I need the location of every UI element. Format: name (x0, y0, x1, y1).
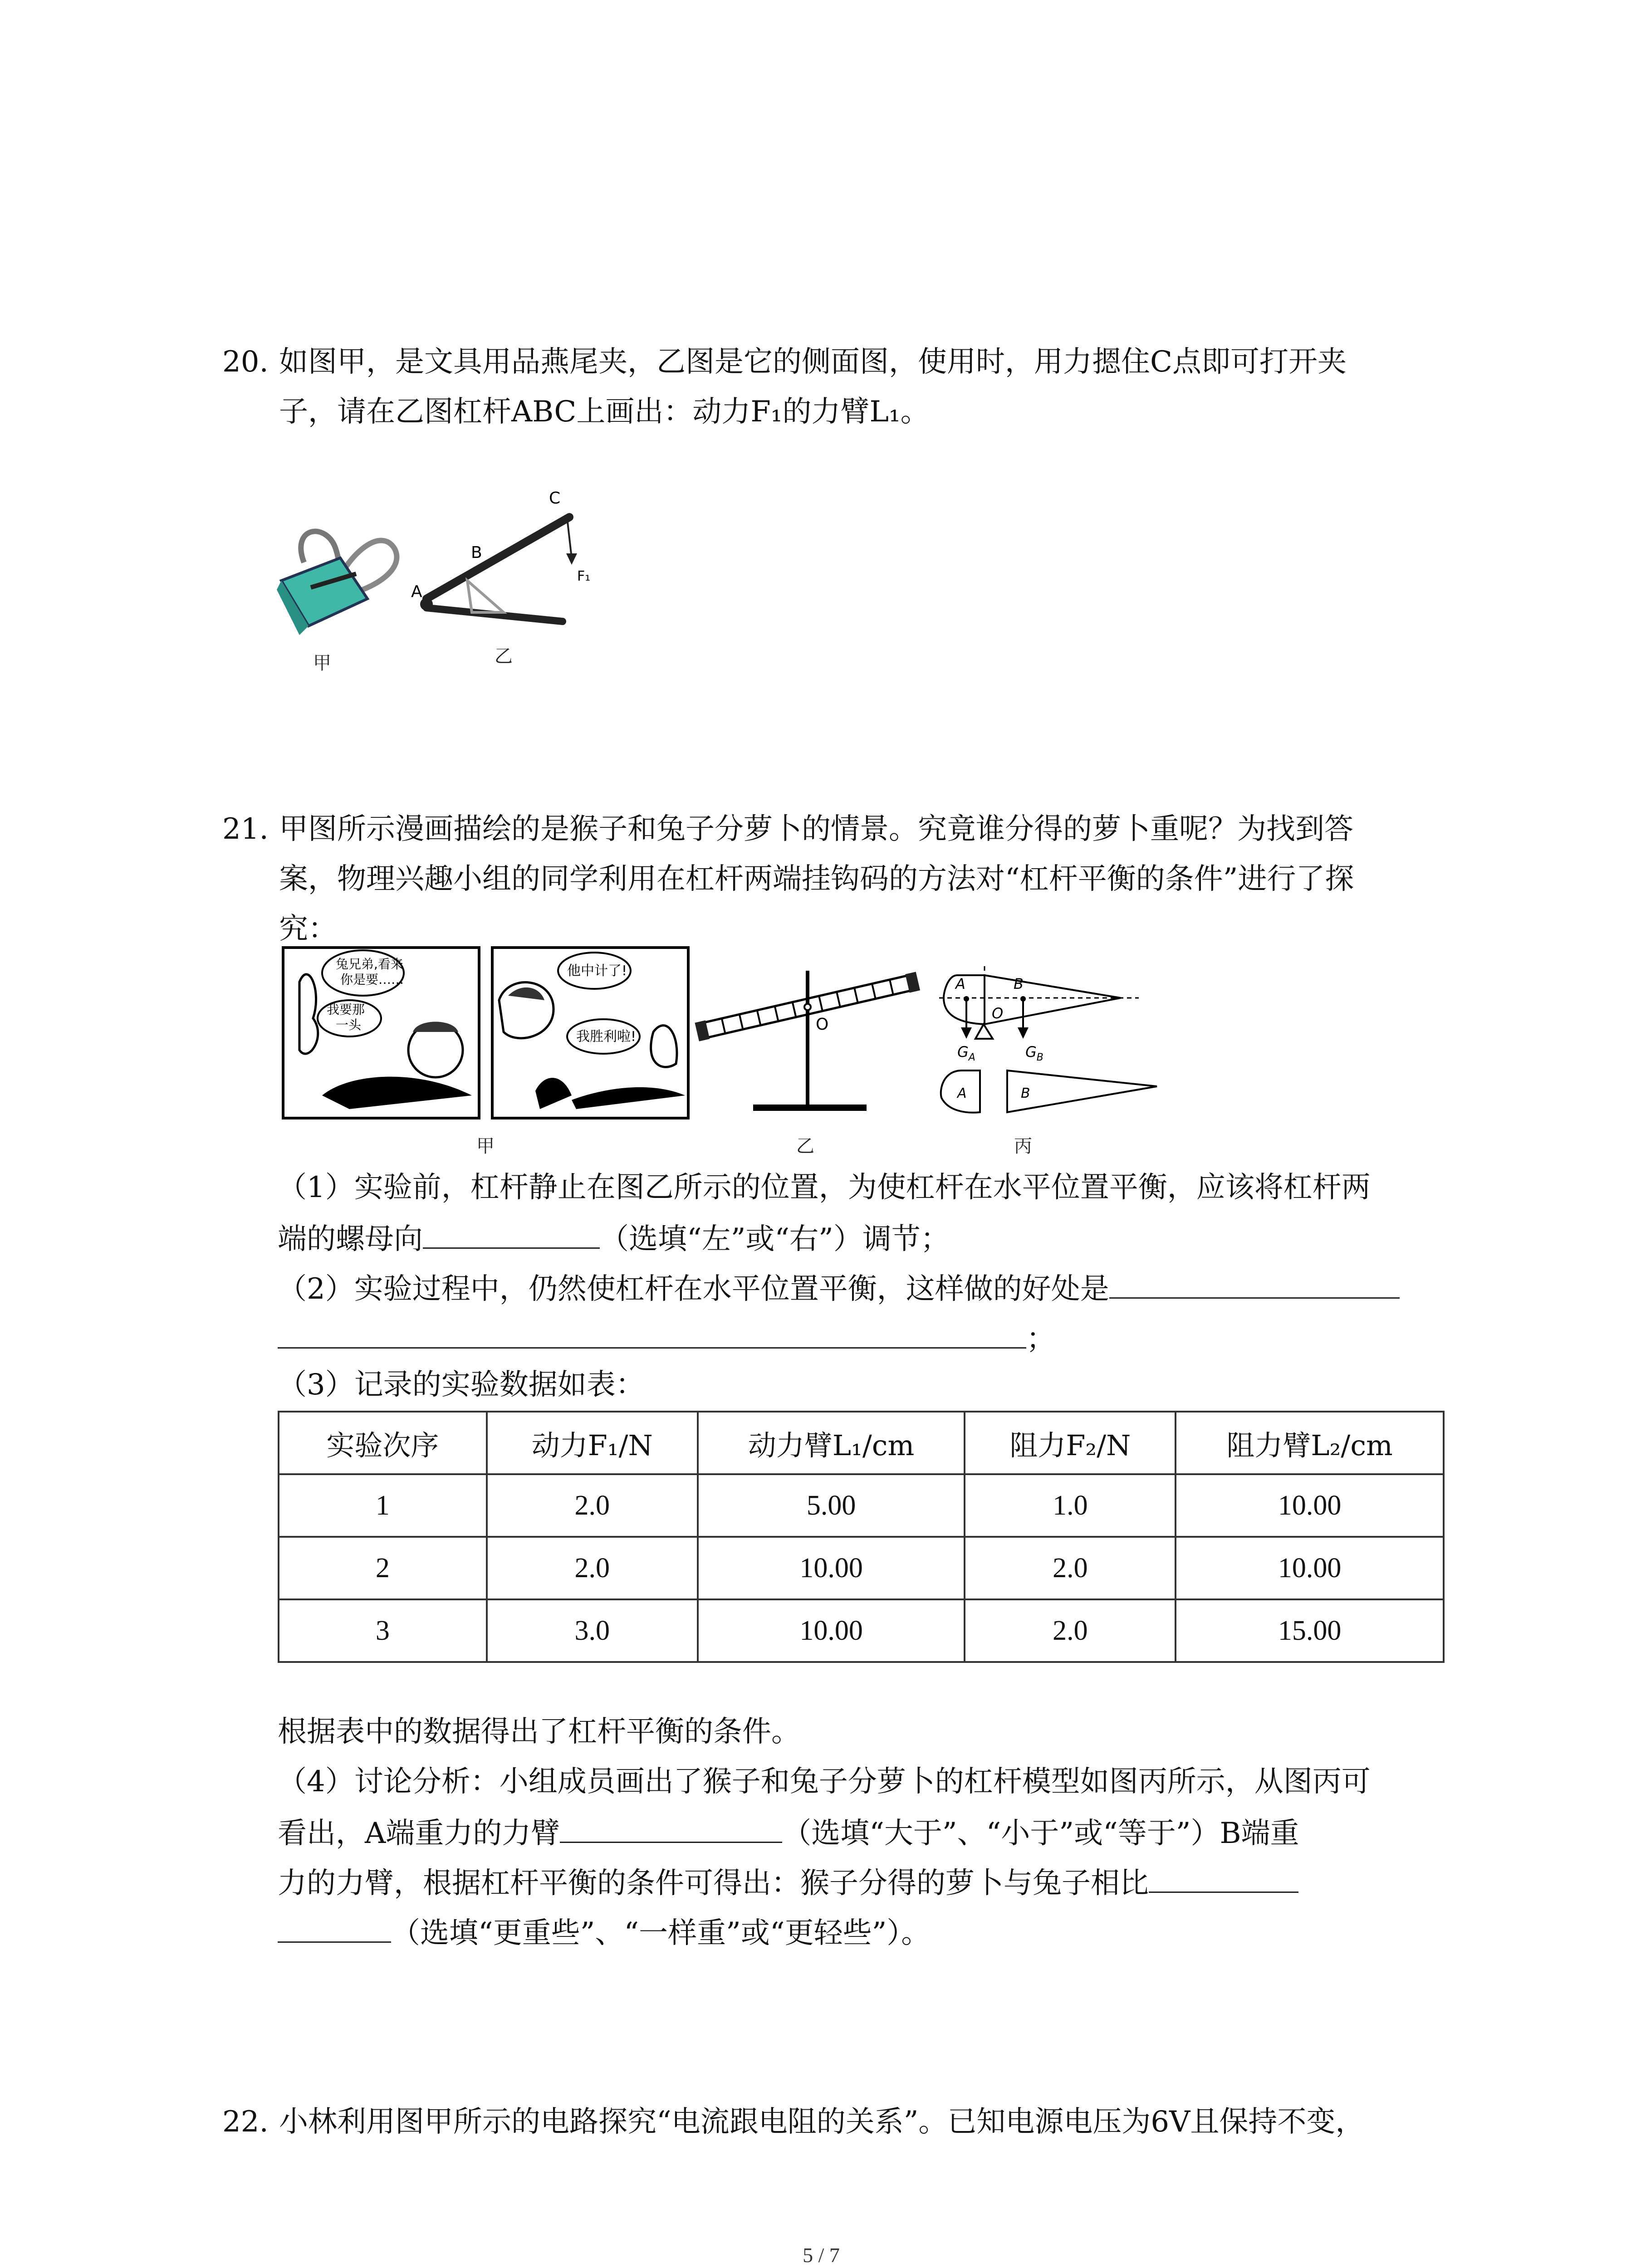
q22-line1: 小林利用图甲所示的电路探究“电流跟电阻的关系”。已知电源电压为6V且保持不变， (279, 2105, 1365, 2139)
q21-caption-yi: 乙 (796, 1136, 814, 1157)
table-cell: 1.0 (965, 1474, 1176, 1537)
lever-abc-figure (413, 490, 603, 640)
table-cell: 10.00 (1176, 1537, 1444, 1599)
q21-caption-bing: 丙 (1014, 1136, 1032, 1157)
table-cell: 10.00 (698, 1599, 965, 1662)
q21-line3: 究： (279, 912, 337, 946)
comic-figure (281, 946, 690, 1120)
q21-p3: （3）记录的实验数据如表： (278, 1368, 645, 1402)
table-header-row (279, 1412, 1444, 1474)
label-ga: $G_A$ (957, 1043, 975, 1063)
label-o: O (816, 1015, 829, 1034)
answer-blank-4b[interactable] (1149, 1860, 1298, 1893)
label-a-bottom: A (957, 1085, 967, 1101)
answer-blank-1[interactable] (423, 1216, 600, 1249)
table-cell: 2.0 (965, 1537, 1176, 1599)
q20-line2: 子，请在乙图杠杆ABC上画出：动力F₁的力臂L₁。 (279, 395, 930, 429)
svg-text:一头: 一头 (336, 1017, 362, 1032)
answer-blank-2a[interactable] (1109, 1266, 1400, 1299)
comic-bubble-2: 我要那 (327, 1002, 365, 1017)
q20-caption-jia: 甲 (313, 653, 331, 674)
page-number: 5 / 7 (803, 2244, 840, 2267)
header-l2: 阻力臂L₂/cm (1176, 1412, 1444, 1474)
q21-p2-line1: （2）实验过程中，仍然使杠杆在水平位置平衡，这样做的好处是 (278, 1266, 1400, 1311)
answer-blank-2b[interactable] (278, 1315, 1026, 1349)
table-cell: 3.0 (487, 1599, 698, 1662)
table-cell: 2.0 (965, 1599, 1176, 1662)
q21-line2: 案，物理兴趣小组的同学利用在杠杆两端挂钩码的方法对“杠杆平衡的条件”进行了探 (279, 862, 1354, 896)
q21-p4-line3: 力的力臂，根据杠杆平衡的条件可得出：猴子分得的萝卜与兔子相比 (278, 1860, 1298, 1905)
q21-p4-line2: 看出，A端重力的力臂 （选填“大于”、“小于”或“等于”）B端重 (278, 1810, 1299, 1855)
comic-bubble-4: 我胜利啦! (576, 1029, 637, 1045)
table-cell: 15.00 (1176, 1599, 1444, 1662)
table-cell: 2.0 (487, 1474, 698, 1537)
q20-caption-yi: 乙 (495, 646, 513, 667)
table-cell: 2 (279, 1537, 487, 1599)
q21-line1: 甲图所示漫画描绘的是猴子和兔子分萝卜的情景。究竟谁分得的萝卜重呢？为找到答 (279, 812, 1353, 846)
table-row (279, 1599, 1444, 1662)
q21-p4-line1: （4）讨论分析：小组成员画出了猴子和兔子分萝卜的杠杆模型如图丙所示，从图丙可 (278, 1765, 1371, 1799)
q21-caption-jia: 甲 (476, 1136, 495, 1157)
q21-p1-line2: 端的螺母向 （选填“左”或“右”）调节； (278, 1216, 950, 1261)
q20-number: 20. (222, 345, 269, 379)
table-cell: 10.00 (1176, 1474, 1444, 1537)
comic-bubble-1: 兔兄弟,看来 (336, 957, 403, 972)
header-f1: 动力F₁/N (487, 1412, 698, 1474)
experiment-data-table (278, 1411, 1445, 1663)
label-f1: F₁ (577, 568, 591, 584)
answer-blank-4c[interactable] (278, 1910, 391, 1943)
q21-p4-line4: （选填“更重些”、“一样重”或“更轻些”）。 (278, 1910, 930, 1955)
label-b-top: B (1014, 975, 1024, 992)
answer-blank-4a[interactable] (560, 1810, 782, 1843)
table-row (279, 1474, 1444, 1537)
svg-text:你是要……: 你是要…… (340, 972, 404, 987)
table-cell: 2.0 (487, 1537, 698, 1599)
table-cell: 1 (279, 1474, 487, 1537)
q21-p1-line1: （1）实验前，杠杆静止在图乙所示的位置，为使杠杆在水平位置平衡，应该将杠杆两 (278, 1171, 1371, 1204)
table-cell: 10.00 (698, 1537, 965, 1599)
q21-after-table: 根据表中的数据得出了杠杆平衡的条件。 (278, 1715, 800, 1749)
header-l1: 动力臂L₁/cm (698, 1412, 965, 1474)
comic-bubble-3: 他中计了! (567, 963, 627, 979)
label-a: A (411, 582, 422, 601)
label-a-top: A (955, 975, 965, 992)
table-cell: 5.00 (698, 1474, 965, 1537)
q21-p2-line2: ； (278, 1315, 1055, 1361)
label-b: B (471, 543, 482, 562)
q22-number: 22. (222, 2105, 269, 2139)
q20-line1: 如图甲，是文具用品燕尾夹，乙图是它的侧面图，使用时，用力摁住C点即可打开夹 (279, 345, 1347, 379)
table-cell: 3 (279, 1599, 487, 1662)
label-gb: $G_B$ (1025, 1043, 1043, 1063)
table-row (279, 1537, 1444, 1599)
label-b-bottom: B (1021, 1085, 1030, 1101)
header-f2: 阻力F₂/N (965, 1412, 1176, 1474)
q21-number: 21. (222, 812, 269, 846)
binder-clip-figure (272, 508, 413, 644)
label-c: C (549, 489, 561, 508)
carrot-model-figure (930, 948, 1166, 1120)
label-o-bing: O (992, 1005, 1004, 1022)
header-trial: 实验次序 (279, 1412, 487, 1474)
lever-stand-figure (694, 943, 930, 1120)
